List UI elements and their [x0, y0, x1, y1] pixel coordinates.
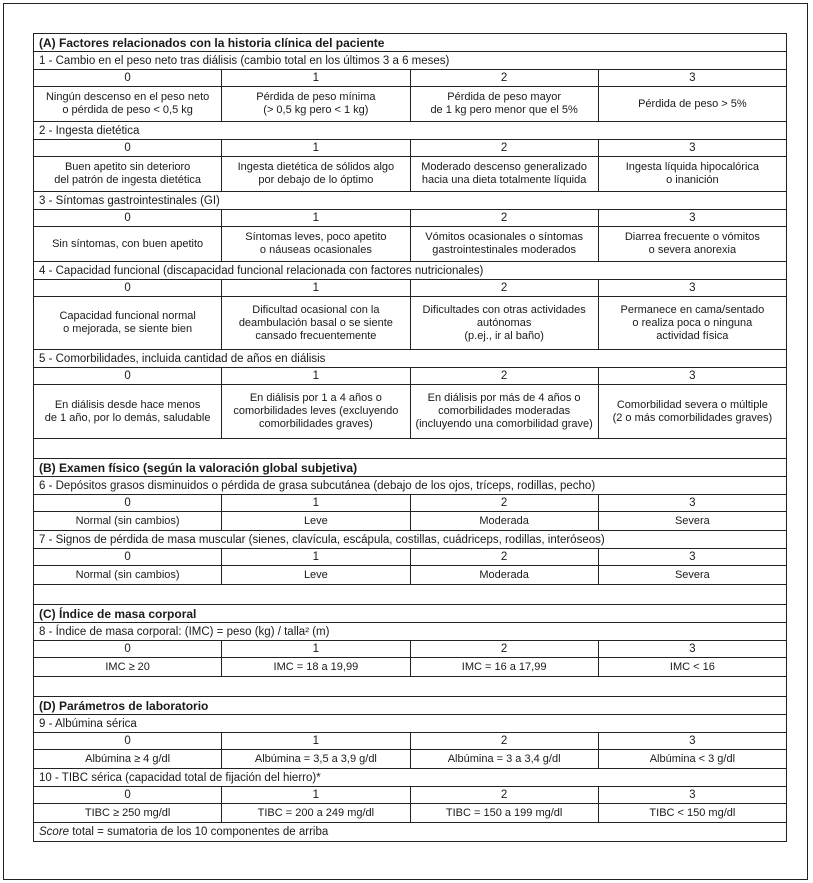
section-header: (D) Parámetros de laboratorio [34, 697, 786, 715]
option-cell: Leve [222, 566, 410, 584]
score-row [34, 280, 786, 297]
score-cell: 0 [34, 641, 222, 657]
score-cell: 0 [34, 733, 222, 749]
spacer-row [34, 677, 786, 697]
option-cell: Dificultades con otras actividades autónomas (p.ej., ir al baño) [411, 297, 599, 349]
score-row [34, 70, 786, 87]
option-cell: Leve [222, 512, 410, 530]
item-title-text: 2 - Ingesta dietética [39, 124, 140, 137]
option-cell: Ningún descenso en el peso neto o pérdida de peso < 0,5 kg [34, 87, 222, 121]
score-cell: 2 [411, 733, 599, 749]
score-cell: 2 [411, 549, 599, 565]
score-cell: 2 [411, 495, 599, 511]
score-cell: 3 [689, 788, 696, 801]
score-cell: 1 [222, 210, 410, 226]
option-cell: En diálisis desde hace menos de 1 año, por lo demás, saludable [34, 385, 222, 438]
item-title-text: 7 - Signos de pérdida de masa muscular (sienes, clavícula, escápula, costillas, cuádriceps, rodillas, interóseos) [39, 533, 605, 546]
section-header: (B) Examen físico (según la valoración global subjetiva) [34, 459, 786, 477]
option-row [34, 804, 786, 823]
score-cell: 2 [411, 140, 599, 156]
item-title [34, 531, 786, 549]
item-title-text: 4 - Capacidad funcional (discapacidad funcional relacionada con factores nutricionales) [39, 264, 484, 277]
option-cell: Ingesta dietética de sólidos algo por debajo de lo óptimo [222, 157, 410, 191]
option-row [34, 87, 786, 122]
score-cell: 0 [34, 495, 222, 511]
option-cell: Síntomas leves, poco apetito o náuseas ocasionales [222, 227, 410, 261]
option-row [34, 227, 786, 262]
option-cell: Severa [674, 514, 710, 527]
score-row [34, 210, 786, 227]
score-cell: 1 [222, 495, 410, 511]
item-title-text: 3 - Síntomas gastrointestinales (GI) [39, 194, 220, 207]
option-cell: TIBC ≥ 250 mg/dl [34, 804, 222, 822]
option-cell: Pérdida de peso mayor de 1 kg pero menor que el 5% [411, 87, 599, 121]
score-row [34, 641, 786, 658]
option-cell: En diálisis por más de 4 años o comorbilidades moderadas (incluyendo una comorbilidad grave) [411, 385, 599, 438]
option-row [34, 566, 786, 585]
option-cell: Severa [674, 568, 710, 581]
score-cell: 0 [34, 210, 222, 226]
score-cell: 0 [34, 787, 222, 803]
option-cell: Comorbilidad severa o múltiple (2 o más comorbilidades graves) [612, 398, 773, 424]
score-cell: 0 [34, 70, 222, 86]
score-row [34, 368, 786, 385]
option-cell: Capacidad funcional normal o mejorada, se siente bien [34, 297, 222, 349]
option-cell: Buen apetito sin deterioro del patrón de ingesta dietética [34, 157, 222, 191]
option-cell: Moderada [411, 512, 599, 530]
score-row [34, 549, 786, 566]
option-cell: Pérdida de peso > 5% [638, 97, 747, 110]
score-row [34, 787, 786, 804]
option-cell: Albúmina = 3 a 3,4 g/dl [411, 750, 599, 768]
option-cell: Albúmina = 3,5 a 3,9 g/dl [222, 750, 410, 768]
score-cell: 3 [689, 211, 696, 224]
option-cell: TIBC = 200 a 249 mg/dl [222, 804, 410, 822]
item-title [34, 715, 786, 733]
option-cell: IMC ≥ 20 [34, 658, 222, 676]
score-cell: 3 [689, 642, 696, 655]
option-cell: Diarrea frecuente o vómitos o severa anorexia [624, 231, 760, 256]
option-cell: Moderado descenso generalizado hacia una dieta totalmente líquida [411, 157, 599, 191]
option-cell: Albúmina < 3 g/dl [649, 752, 736, 765]
score-cell: 1 [222, 733, 410, 749]
item-title [34, 192, 786, 210]
spacer-row [34, 439, 786, 459]
option-cell: Albúmina ≥ 4 g/dl [34, 750, 222, 768]
item-title [34, 262, 786, 280]
score-cell: 3 [689, 369, 696, 382]
option-row [34, 750, 786, 769]
item-title [34, 769, 786, 787]
score-cell: 1 [222, 140, 410, 156]
option-row [34, 512, 786, 531]
item-title-text: 10 - TIBC sérica (capacidad total de fijación del hierro)* [39, 771, 321, 784]
score-cell: 2 [411, 70, 599, 86]
score-row [34, 140, 786, 157]
option-cell: IMC = 18 a 19,99 [222, 658, 410, 676]
option-cell: TIBC = 150 a 199 mg/dl [411, 804, 599, 822]
score-cell: 1 [222, 787, 410, 803]
item-title [34, 52, 786, 70]
footer-score-word: Score [39, 826, 70, 838]
score-cell: 2 [411, 210, 599, 226]
score-cell: 1 [222, 641, 410, 657]
score-cell: 3 [689, 734, 696, 747]
section-header: (A) Factores relacionados con la historia clínica del paciente [34, 34, 786, 52]
score-cell: 1 [222, 280, 410, 296]
score-cell: 1 [222, 368, 410, 384]
score-row [34, 495, 786, 512]
score-cell: 3 [689, 550, 696, 563]
score-cell: 0 [34, 549, 222, 565]
option-cell: En diálisis por 1 a 4 años o comorbilidades leves (excluyendo comorbilidades graves) [222, 385, 410, 438]
option-cell: IMC = 16 a 17,99 [411, 658, 599, 676]
option-row [34, 157, 786, 192]
option-cell: Ingesta líquida hipocalórica o inanición [625, 161, 760, 186]
item-title [34, 623, 786, 641]
item-title [34, 350, 786, 368]
footer-row [34, 823, 786, 842]
item-title-text: 6 - Depósitos grasos disminuidos o pérdida de grasa subcutánea (debajo de los ojos, tríceps, rodillas, pecho) [39, 479, 596, 492]
score-cell: 2 [411, 280, 599, 296]
item-title [34, 477, 786, 495]
item-title-text: 5 - Comorbilidades, incluida cantidad de años en diálisis [39, 352, 326, 365]
spacer-row [34, 585, 786, 605]
score-cell: 3 [689, 281, 696, 294]
score-cell: 2 [411, 368, 599, 384]
item-title-text: 1 - Cambio en el peso neto tras diálisis (cambio total en los últimos 3 a 6 meses) [39, 54, 450, 67]
section-header: (C) Índice de masa corporal [34, 605, 786, 623]
option-cell: Moderada [411, 566, 599, 584]
option-cell: Dificultad ocasional con la deambulación basal o se siente cansado frecuentemente [222, 297, 410, 349]
score-cell: 3 [689, 141, 696, 154]
score-cell: 1 [222, 70, 410, 86]
option-row [34, 658, 786, 677]
score-cell: 0 [34, 280, 222, 296]
score-cell: 0 [34, 368, 222, 384]
score-cell: 3 [689, 71, 696, 84]
option-cell: Normal (sin cambios) [34, 566, 222, 584]
score-cell: 2 [411, 787, 599, 803]
option-cell: Permanece en cama/sentado o realiza poca o ninguna actividad física [620, 303, 765, 342]
option-cell: Sin síntomas, con buen apetito [34, 227, 222, 261]
option-cell: TIBC < 150 mg/dl [649, 806, 736, 819]
item-title-text: 8 - Índice de masa corporal: (IMC) = peso (kg) / talla² (m) [39, 625, 330, 638]
item-title [34, 122, 786, 140]
option-cell: Pérdida de peso mínima (> 0,5 kg pero < 1 kg) [222, 87, 410, 121]
score-cell: 1 [222, 549, 410, 565]
score-cell: 3 [689, 496, 696, 509]
score-cell: 2 [411, 641, 599, 657]
option-row [34, 385, 786, 439]
option-cell: Vómitos ocasionales o síntomas gastrointestinales moderados [411, 227, 599, 261]
option-row [34, 297, 786, 350]
score-row [34, 733, 786, 750]
malnutrition-score-table [33, 33, 787, 842]
option-cell: IMC < 16 [669, 660, 715, 673]
score-cell: 0 [34, 140, 222, 156]
item-title-text: 9 - Albúmina sérica [39, 717, 137, 730]
option-cell: Normal (sin cambios) [34, 512, 222, 530]
footer-text: total = sumatoria de los 10 componentes de arriba [69, 826, 329, 838]
